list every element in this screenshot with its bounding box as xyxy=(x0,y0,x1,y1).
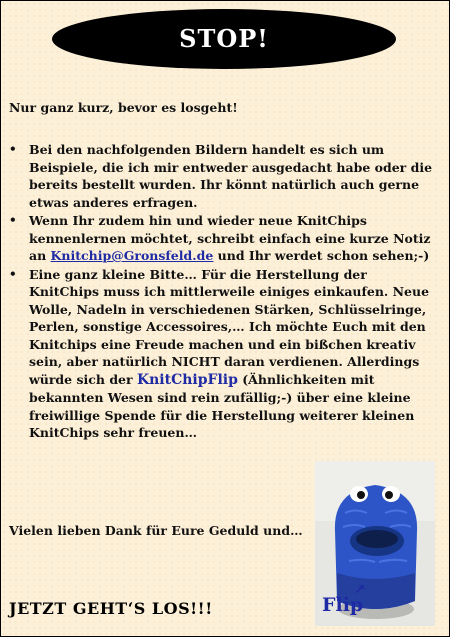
thanks-text: Vielen lieben Dank für Eure Geduld und… xyxy=(9,523,303,538)
flip-label: Flip xyxy=(322,594,364,616)
arrow-up-right-icon: ↗ xyxy=(354,582,366,598)
list-item-text: Bei den nachfolgenden Bildern handelt es sich um Beispiele, die ich mir entweder ausgedacht habe oder die bereits bestellt wurden. Ihr könnt natürlich auch gerne etwas anderes erfragen. xyxy=(29,142,433,210)
list-item xyxy=(9,141,441,211)
list-item xyxy=(9,212,441,265)
list-item-text-after: (Ähnlichkeiten mit bekannten Wesen sind rein zufällig;-) über eine kleine freiwillige Spende für die Herstellung weiterer kleinen KnitChips sehr freuen… xyxy=(29,371,415,440)
email-link[interactable]: Knitchip@Gronsfeld.de xyxy=(50,248,214,263)
bullet-list xyxy=(9,141,441,442)
closing-heading: JETZT GEHT‘S LOS!!! xyxy=(9,599,213,618)
list-item-text-before: Eine ganz kleine Bitte… Für die Herstellung der KnitChips muss ich mittlerweile einiges einkaufen. Neue Wolle, Nadeln in verschiedenen Stärken, Schlüsselringe, Perlen, sonstige Accessoires,… Ich möchte Euch mit den Knitchips eine Freude machen und ein bißchen kreativ sein, aber natürlich NICHT daran verdienen. Allerdings würde sich der xyxy=(29,266,430,387)
bullet-icon: • xyxy=(9,266,17,281)
list-item-text-before: Wenn Ihr zudem hin und wieder neue KnitChips kennenlernen möchtet, schreibt einfach eine kurze Notiz an xyxy=(29,213,431,263)
list-item-text xyxy=(29,266,441,442)
intro-text: Nur ganz kurz, bevor es losgeht! xyxy=(9,100,238,115)
knitchipflip-highlight: KnitChipFlip xyxy=(136,371,238,388)
list-item-text-after: und Ihr werdet schon sehen;-) xyxy=(213,248,430,263)
list-item xyxy=(9,266,441,442)
bullet-icon: • xyxy=(9,213,17,227)
stop-banner: STOP! xyxy=(52,9,396,69)
bullet-icon: • xyxy=(9,142,17,156)
list-item-text xyxy=(29,212,441,265)
